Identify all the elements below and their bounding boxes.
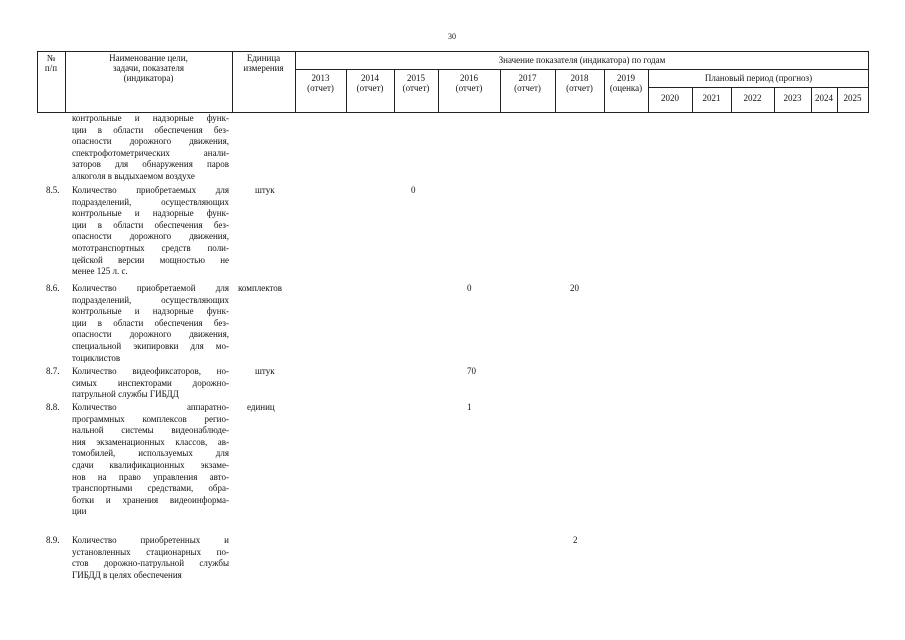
row-indicator-name: [72, 283, 229, 364]
table-header: [37, 51, 869, 113]
row-value-2018: 20: [570, 283, 579, 293]
indicator-name-line: симых инспекторами дорожно-: [72, 377, 229, 388]
header-plan-year-2025: 2025: [843, 93, 862, 103]
row-unit: комплектов: [238, 283, 283, 293]
header-year-2019: 2019 (оценка): [609, 73, 643, 93]
header-plan-year-2023: 2023: [783, 93, 802, 103]
indicator-name-line: контрольные и надзорные функ-: [72, 113, 229, 123]
indicator-name-line: томобилей, используемых для: [72, 448, 229, 459]
row-unit: единиц: [247, 402, 275, 412]
indicator-name-line: ции в области обеспечения без-: [72, 219, 229, 230]
indicator-name-line: Количество видеофиксаторов, но-: [72, 366, 229, 376]
header-year-2016: 2016 (отчет): [455, 73, 483, 93]
row-number: 8.8.: [46, 402, 60, 412]
indicator-name-line: нальной системы видеонаблюде-: [72, 425, 229, 436]
header-plan-line: [648, 87, 869, 88]
header-year-2015: 2015 (отчет): [402, 73, 430, 93]
row-number: 8.6.: [46, 283, 60, 293]
indicator-name-line: Количество приобретаемых для: [72, 185, 229, 195]
header-year-2018: 2018 (отчет): [566, 73, 593, 93]
indicator-name-line: патрульной службы ГИБДД: [72, 389, 179, 400]
header-year-2017: 2017 (отчет): [514, 73, 541, 93]
indicator-name-line: опасности дорожного движения,: [72, 329, 229, 340]
row-indicator-name: [72, 402, 229, 518]
row-number: 8.5.: [46, 185, 60, 195]
indicator-name-line: опасности дорожного движения,: [72, 136, 229, 147]
indicator-name-line: подразделений, осуществляющих: [72, 196, 229, 207]
header-plan-year-2022: 2022: [743, 93, 762, 103]
indicator-name-line: цейской версии мощностью не: [72, 254, 229, 265]
header-year-2014: 2014 (отчет): [356, 73, 384, 93]
indicator-name-line: заторов для обнаружения паров: [72, 159, 229, 170]
row-number: 8.7.: [46, 366, 60, 376]
indicator-name-line: подразделений, осуществляющих: [72, 294, 229, 305]
row-value-2016: 70: [467, 366, 476, 376]
indicator-name-line: Количество аппаратно-: [72, 402, 229, 412]
row-indicator-name: [72, 535, 229, 581]
header-years-line: [295, 69, 869, 70]
indicator-name-line: нов на право управления авто-: [72, 471, 229, 482]
indicator-name-line: специальной экипировки для мо-: [72, 340, 229, 351]
indicator-name-line: контрольные и надзорные функ-: [72, 306, 229, 317]
header-values-title: Значение показателя (индикатора) по годам: [498, 55, 666, 65]
page-number: 30: [448, 32, 456, 41]
indicator-name-line: ции в области обеспечения без-: [72, 317, 229, 328]
indicator-name-line: контрольные и надзорные функ-: [72, 208, 229, 219]
indicator-name-line: спектрофотометрических анали-: [72, 147, 229, 158]
indicator-name-line: транспортными средствами, обра-: [72, 483, 229, 494]
indicator-name-line: опасности дорожного движения,: [72, 231, 229, 242]
header-plan-year-2021: 2021: [702, 93, 721, 103]
header-plan-title: Плановый период (прогноз): [704, 73, 813, 83]
row-value-2018: 2: [573, 535, 578, 545]
header-plan-year-2024: 2024: [815, 93, 833, 103]
row-indicator-name: [72, 185, 229, 278]
indicator-name-line: Количество приобретаемой для: [72, 283, 229, 293]
row-value-2015: 0: [411, 185, 416, 195]
header-name: Наименование цели, задачи, показателя (индикатора): [109, 53, 188, 83]
header-year-2013: 2013 (отчет): [307, 73, 334, 93]
row-unit: штук: [255, 185, 275, 195]
indicator-name-line: программных комплексов регио-: [72, 413, 229, 424]
row-value-2016: 1: [467, 402, 472, 412]
header-num: № п/п: [44, 53, 58, 73]
indicator-name-line: мототранспортных средств поли-: [72, 242, 229, 253]
row-number: 8.9.: [46, 535, 60, 545]
indicator-name-line: тоциклистов: [72, 352, 121, 363]
row-unit: штук: [255, 366, 275, 376]
indicator-name-line: алкоголя в выдыхаемом воздухе: [72, 170, 195, 181]
row-value-2016: 0: [467, 283, 472, 293]
indicator-name-line: менее 125 л. с.: [72, 266, 128, 277]
row-indicator-name: [72, 113, 229, 183]
indicator-name-line: ГИБДД в целях обеспечения: [72, 569, 182, 580]
indicator-name-line: сдачи квалификационных экзаме-: [72, 459, 229, 470]
indicator-name-line: Количество приобретенных и: [72, 535, 229, 545]
header-top-line: [37, 51, 869, 52]
header-plan-year-2020: 2020: [661, 93, 679, 103]
indicator-name-line: ции в области обеспечения без-: [72, 124, 229, 135]
indicator-name-line: ния экзаменационных классов, ав-: [72, 436, 229, 447]
header-unit: Единица измерения: [243, 53, 284, 73]
indicator-name-line: ботки и хранения видеоинформа-: [72, 494, 229, 505]
indicator-name-line: установленных стационарных по-: [72, 546, 229, 557]
indicator-name-line: стов дорожно-патрульной службы: [72, 558, 229, 569]
row-indicator-name: [72, 366, 229, 401]
indicator-name-line: ции: [72, 506, 87, 517]
